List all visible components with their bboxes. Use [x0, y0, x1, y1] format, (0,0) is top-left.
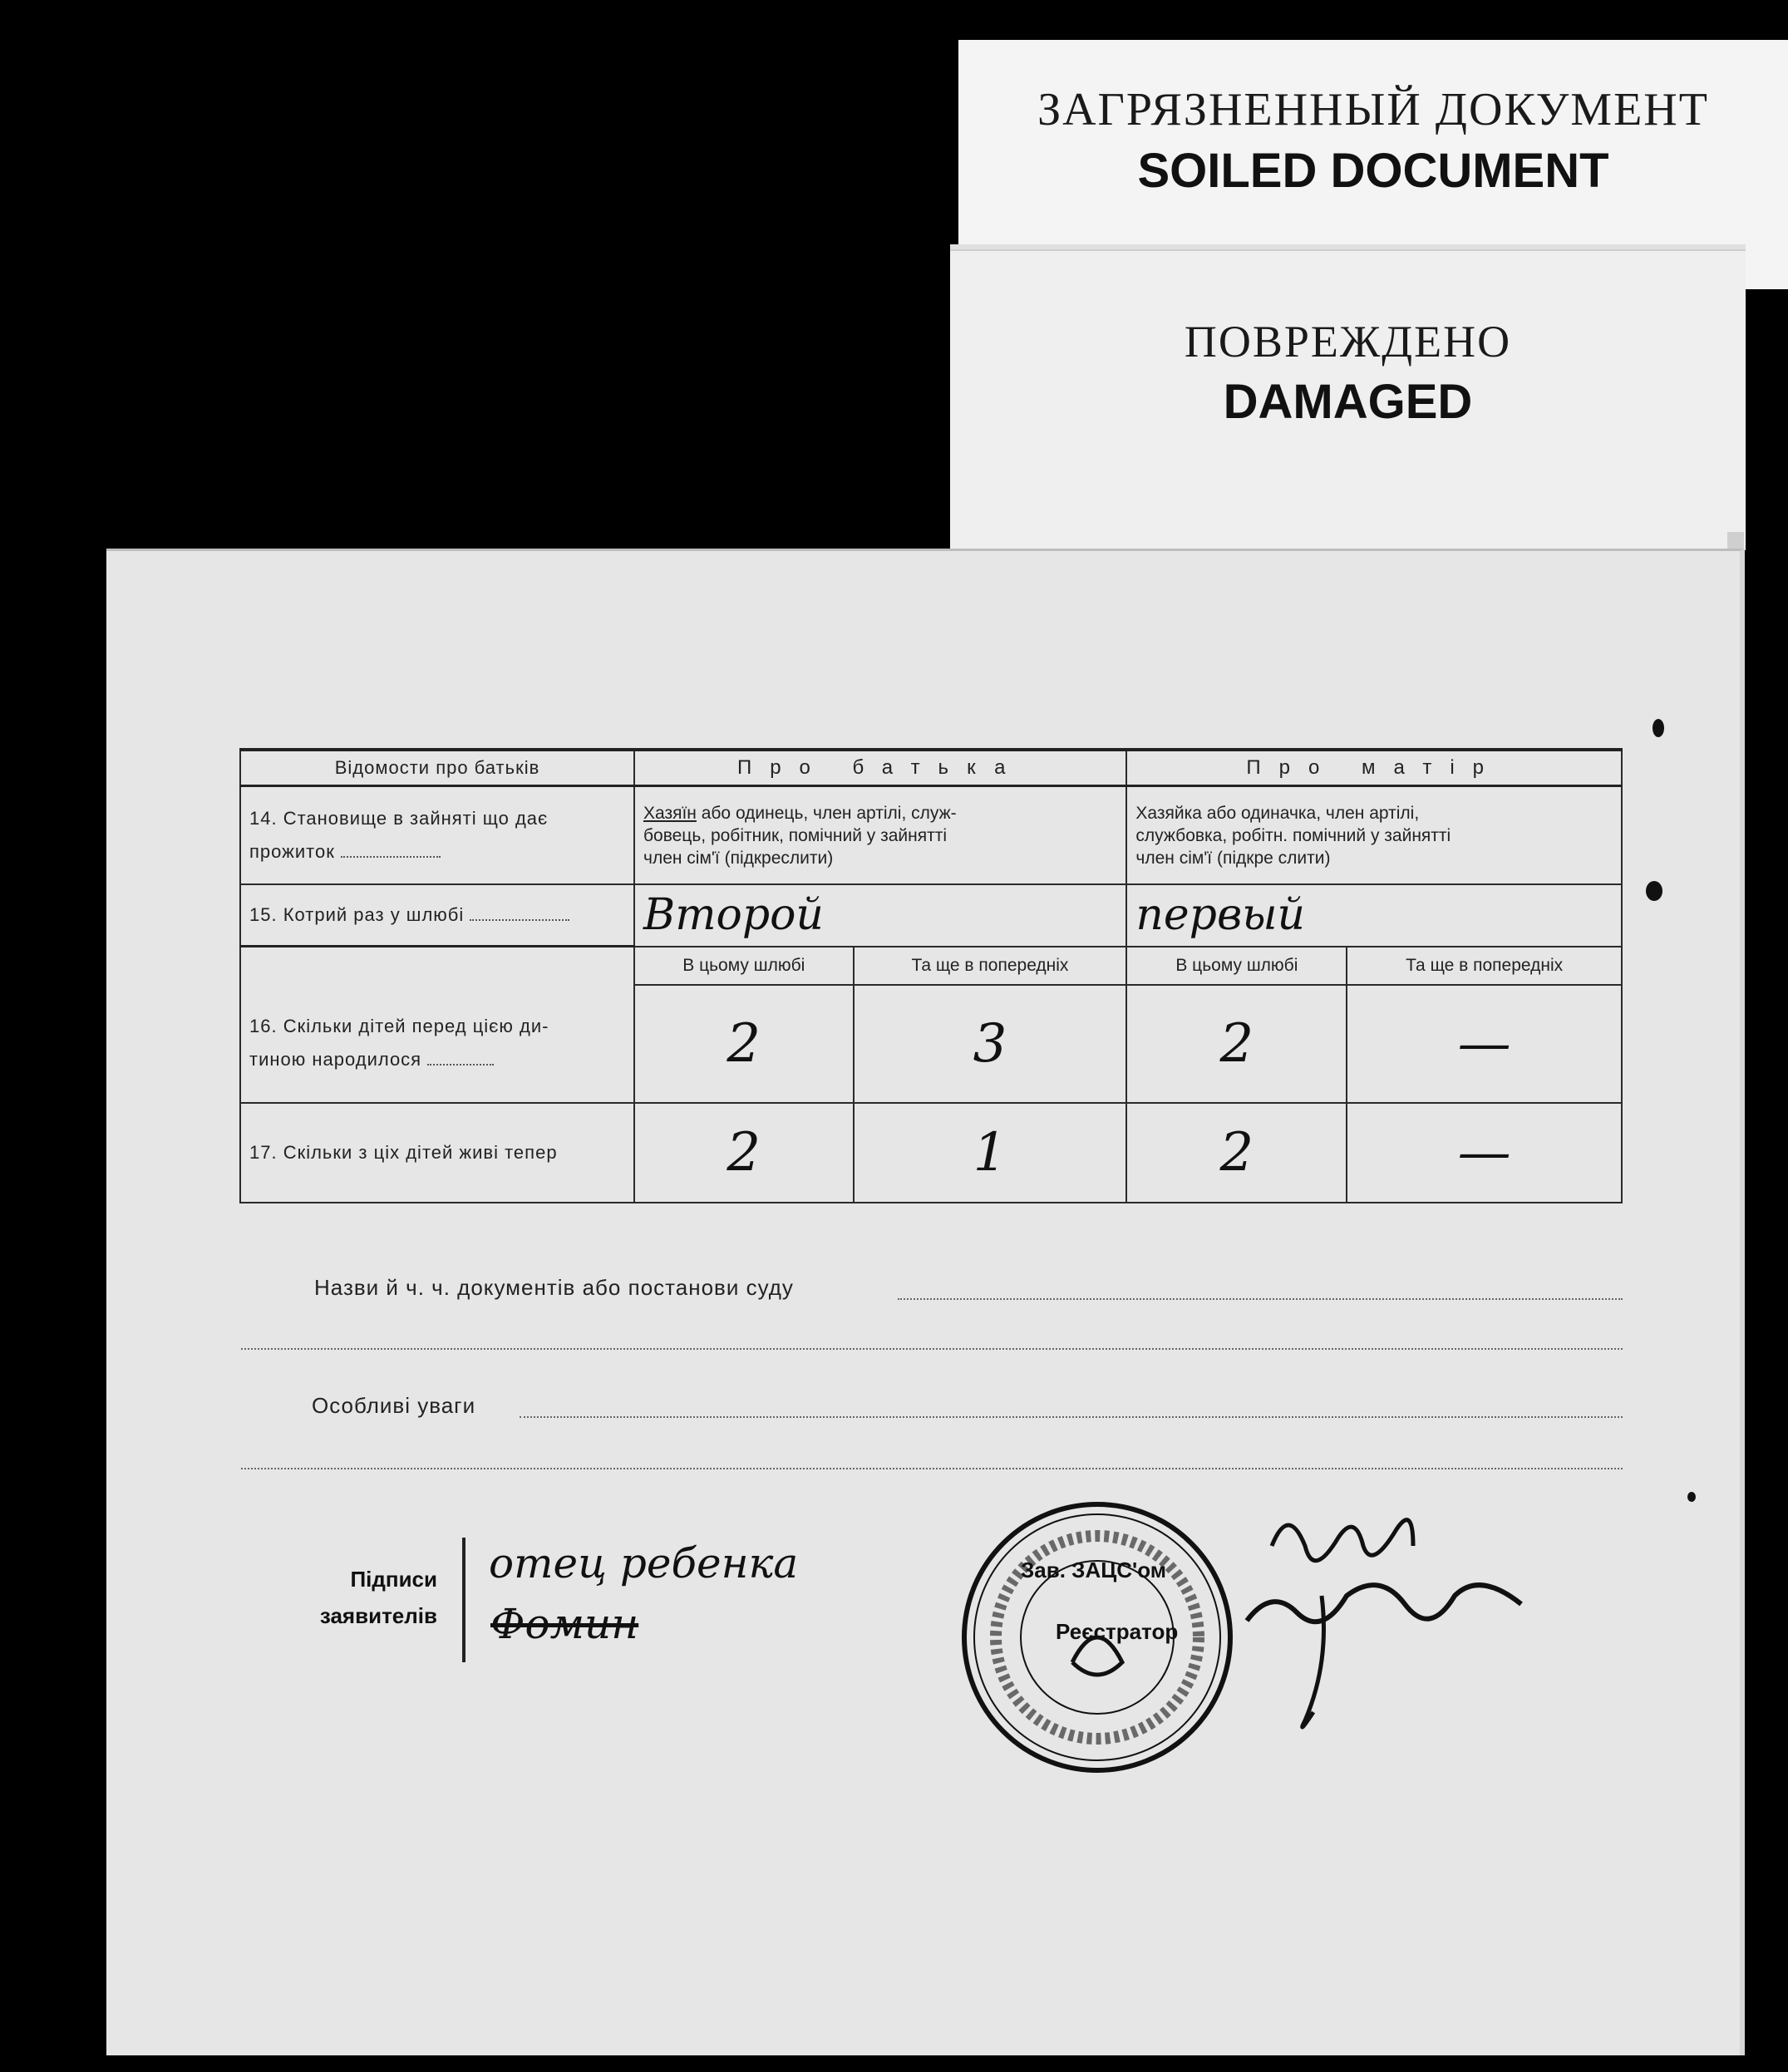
row14-father: [634, 786, 1126, 885]
official-signatures: [1197, 1496, 1629, 1745]
table-subheader-row: [240, 947, 1622, 985]
row15-label-text: 15. Котрий раз у шлюбі: [249, 904, 465, 925]
signatures-label-line1: Підписи: [350, 1567, 437, 1592]
soiled-label-ru: ЗАГРЯЗНЕННЫЙ ДОКУМЕНТ: [1037, 84, 1709, 135]
row17-label: 17. Скільки з ціх дітей живі тепер: [240, 1103, 634, 1203]
documents-line-2: [241, 1348, 1623, 1350]
row14-mother-line2: службовка, робітн. помічний у зайнятті: [1135, 825, 1451, 845]
sub-father-prev: Та ще в попередніх: [854, 947, 1127, 985]
row16-label-line2: [249, 1043, 625, 1076]
damaged-label-ru: ПОВРЕЖДЕНО: [1184, 317, 1512, 367]
row16-label: [240, 985, 634, 1103]
row16-dots: [427, 1064, 494, 1066]
row15-label: [240, 884, 634, 947]
table-row-17: [240, 1103, 1622, 1203]
table-header-row: [240, 750, 1622, 786]
damaged-label-en: DAMAGED: [1223, 375, 1473, 429]
row14-father-underlined: Хазяїн: [643, 803, 697, 823]
sub-mother-this: В цьому шлюбі: [1126, 947, 1347, 985]
row14-father-line1: [643, 802, 1117, 824]
row14-label: [240, 786, 634, 885]
row16-father-this: 2: [634, 985, 854, 1103]
sub-mother-prev: Та ще в попередніх: [1347, 947, 1622, 985]
row17-father-prev: 1: [854, 1103, 1127, 1203]
row16-mother-this: 2: [1126, 985, 1347, 1103]
remarks-line-2: [241, 1468, 1623, 1469]
row14-label-line2: [249, 835, 625, 869]
table-row-15: [240, 884, 1622, 947]
remarks-label: Особливі уваги: [312, 1393, 476, 1418]
documents-label: Назви й ч. ч. документів або постанови суду: [314, 1275, 794, 1300]
row15-dots: [470, 919, 569, 921]
row15-father: Второй: [634, 884, 1126, 947]
row14-label-line1: 14. Становище в зайняті що дає: [249, 808, 549, 829]
row14-mother: [1126, 786, 1622, 885]
documents-line-1: [898, 1298, 1623, 1300]
row16-label-line1: 16. Скільки дітей перед цією ди-: [249, 1016, 549, 1036]
row17-father-this: 2: [634, 1103, 854, 1203]
row14-father-line3: член сім'ї (підкреслити): [643, 848, 834, 868]
row14-mother-line3: член сім'ї (підкре слити): [1135, 848, 1331, 868]
signature-brace: [462, 1538, 465, 1662]
remarks-line-1: [520, 1416, 1623, 1418]
row16-father-prev: 3: [854, 985, 1127, 1103]
row16-mother-prev: —: [1347, 985, 1622, 1103]
damaged-document-label: [950, 249, 1746, 550]
registrar-label: Реєстратор: [1056, 1619, 1179, 1644]
row14-father-line2: бовець, робітник, помічний у зайнятті: [643, 825, 948, 845]
ink-speck: [1687, 1492, 1696, 1502]
subheader-spacer: [240, 947, 634, 985]
applicant-signature-1: отец ребенка: [489, 1539, 799, 1587]
soiled-label-en: SOILED DOCUMENT: [1137, 144, 1609, 198]
ink-speck: [1646, 881, 1662, 901]
ink-speck: [1653, 719, 1664, 737]
row16-label-line2-text: тиною народилося: [249, 1049, 422, 1070]
applicant-signature-2: Фомин: [490, 1600, 639, 1648]
sub-father-this: В цьому шлюбі: [634, 947, 854, 985]
table-row-14: [240, 786, 1622, 885]
header-mother: Про матір: [1126, 750, 1622, 786]
row14-label-line2-text: прожиток: [249, 841, 335, 862]
row15-mother: первый: [1126, 884, 1622, 947]
row17-mother-this: 2: [1126, 1103, 1347, 1203]
applicants-signatures-label: [296, 1561, 437, 1634]
row14-mother-line1: Хазяйка або одиначка, член артілі,: [1135, 803, 1420, 823]
parents-info-table: [239, 748, 1623, 1203]
row14-dots: [341, 856, 441, 858]
signatures-label-line2: заявителів: [319, 1603, 437, 1628]
header-father: Про батька: [634, 750, 1126, 786]
table-row-16: [240, 985, 1622, 1103]
head-of-registry-label: Зав. ЗАЦС'ом: [1021, 1558, 1166, 1582]
header-parents-info: Відомости про батьків: [240, 750, 634, 786]
row17-mother-prev: —: [1347, 1103, 1622, 1203]
row14-father-rest1: або одинець, член артілі, служ-: [696, 803, 957, 823]
